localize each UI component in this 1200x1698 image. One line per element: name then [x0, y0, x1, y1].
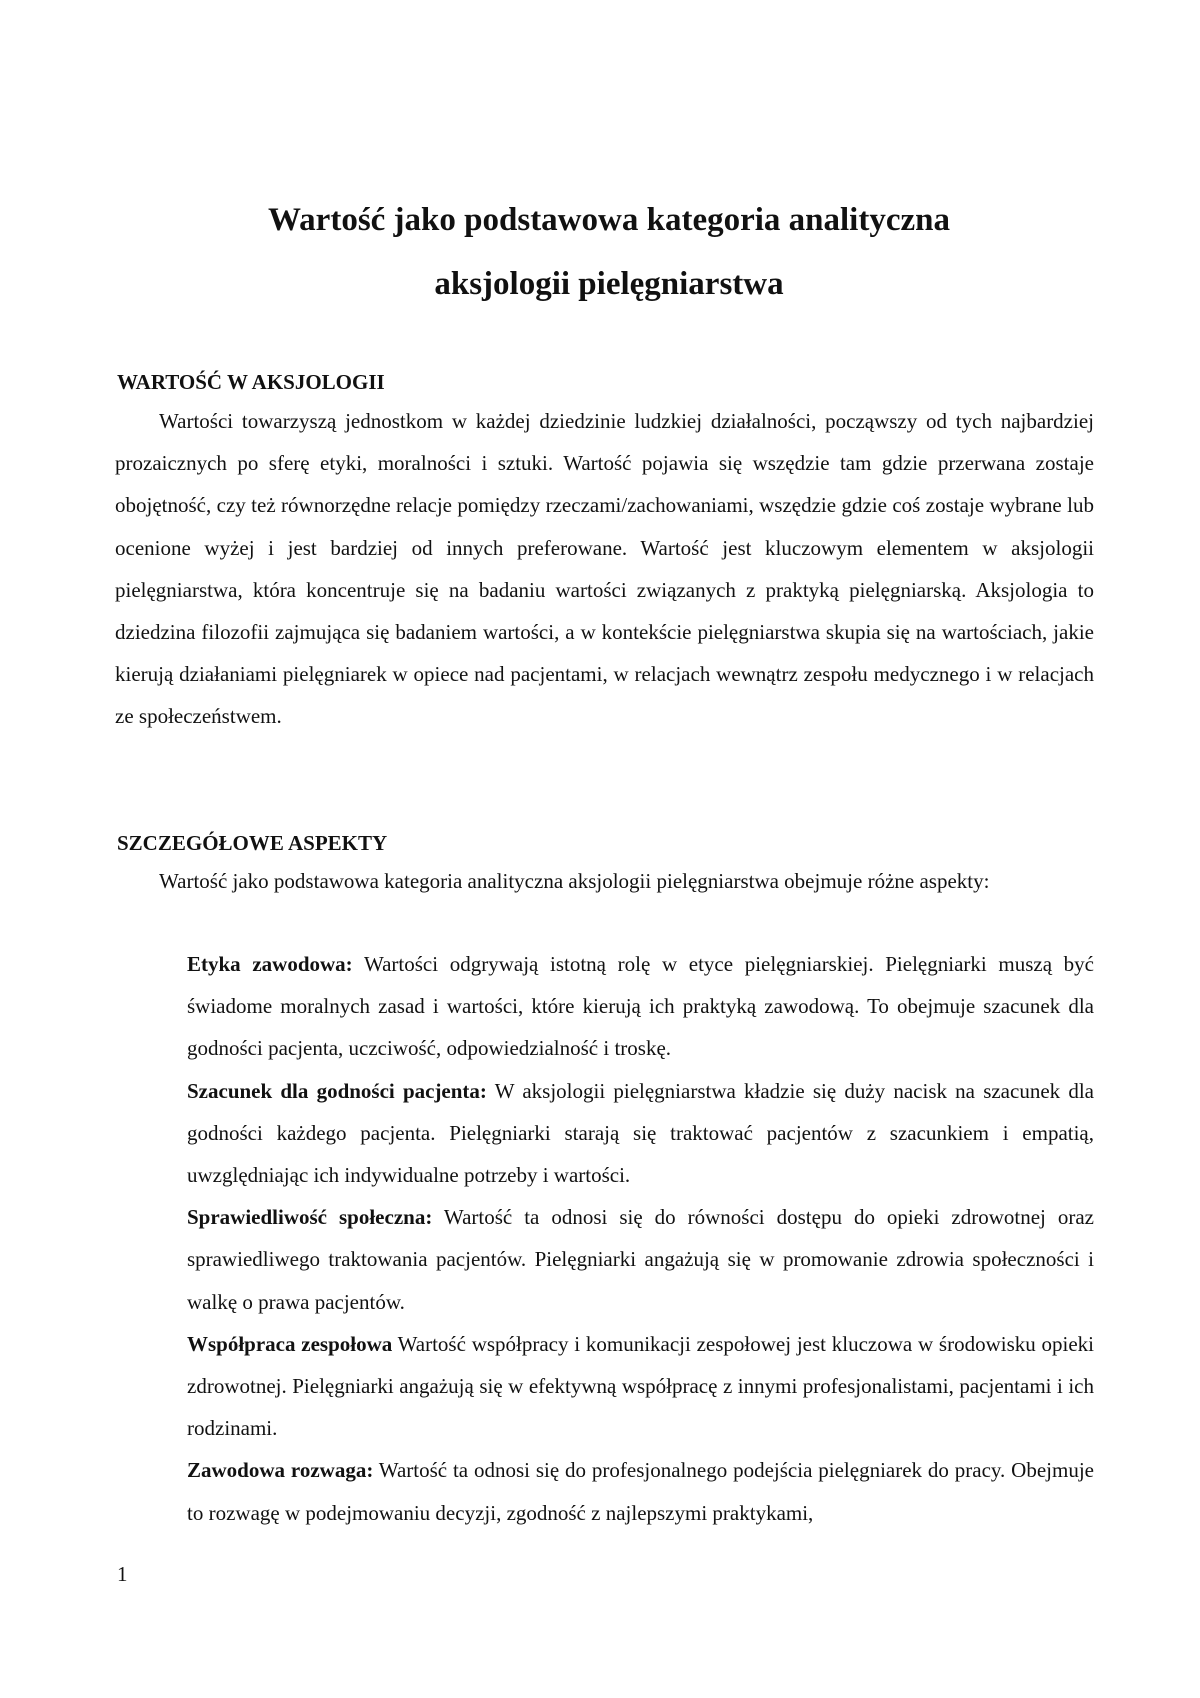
page-number: 1: [117, 1562, 128, 1586]
section-1-paragraph: Wartości towarzyszą jednostkom w każdej dziedzinie ludzkiej działalności, począwszy od tych najbardziej prozaicznych po sferę etyki, moralności i sztuki. Wartość pojawia się wszędzie tam gdzie przerwana zostaje obojętność, czy też równorzędne relacje pomiędzy rzeczami/zachowaniami, wszędzie gdzie coś zostaje wybrane lub ocenione wyżej i jest bardziej od innych preferowane. Wartość jest kluczowym elementem w aksjologii pielęgniarstwa, która koncentruje się na badaniu wartości związanych z praktyką pielęgniarską. Aksjologia to dziedzina filozofii zajmująca się badaniem wartości, a w kontekście pielęgniarstwa skupia się na wartościach, jakie kierują działaniami pielęgniarek w opiece nad pacjentami, w relacjach wewnątrz zespołu medycznego i w relacjach ze społeczeństwem.: [115, 409, 1094, 729]
aspect-item-etyka-zawodowa: [187, 943, 1094, 1070]
aspect-term: Szacunek dla godności pacjenta:: [187, 1078, 487, 1103]
aspect-item-wspolpraca-zespolowa: [187, 1323, 1094, 1450]
section-heading-szczegolowe-aspekty: SZCZEGÓŁOWE ASPEKTY: [117, 831, 388, 855]
aspect-term: Sprawiedliwość społeczna:: [187, 1205, 433, 1230]
section-heading-wartosc-w-aksjologii: WARTOŚĆ W AKSJOLOGII: [117, 370, 385, 394]
aspects-list: [187, 943, 1094, 1534]
section-2-intro-paragraph: Wartość jako podstawowa kategoria analityczna aksjologii pielęgniarstwa obejmuje różne aspekty:: [159, 869, 990, 893]
aspect-term: Współpraca zespołowa: [187, 1331, 393, 1356]
aspect-text: Wartość współpracy i komunikacji zespołowej jest kluczowa w środowisku opieki zdrowotnej. Pielęgniarki angażują się w efektywną współpracę z innymi profesjonalistami, pacjentami i ich rodzinami.: [187, 1331, 1095, 1441]
aspect-term: Etyka zawodowa:: [187, 952, 353, 976]
document-title-line-2: aksjologii pielęgniarstwa: [434, 266, 784, 302]
aspect-item-szacunek-dla-godnosci: [187, 1070, 1094, 1197]
aspect-text: Wartość ta odnosi się do równości dostępu do opieki zdrowotnej oraz sprawiedliwego traktowania pacjentów. Pielęgniarki angażują się w promowanie zdrowia społeczności i walkę o prawa pacjentów.: [187, 1205, 1094, 1314]
aspect-text: W aksjologii pielęgniarstwa kładzie się duży nacisk na szacunek dla godności każdego pacjenta. Pielęgniarki starają się traktować pacjentów z szacunkiem i empatią, uwzględniając ich indywidualne potrzeby i wartości.: [187, 1078, 1094, 1188]
aspect-text: Wartości odgrywają istotną rolę w etyce pielęgniarskiej. Pielęgniarki muszą być świadome moralnych zasad i wartości, które kierują ich praktyką zawodową. To obejmuje szacunek dla godności pacjenta, uczciwość, odpowiedzialność i troskę.: [187, 952, 1094, 1061]
aspect-text: Wartość ta odnosi się do profesjonalnego podejścia pielęgniarek do pracy. Obejmuje to rozwagę w podejmowaniu decyzji, zgodność z najlepszymi praktykami,: [187, 1458, 1094, 1525]
aspect-term: Zawodowa rozwaga:: [187, 1458, 374, 1483]
document-title-line-1: Wartość jako podstawowa kategoria analityczna: [268, 202, 950, 238]
aspect-item-sprawiedliwosc-spoleczna: [187, 1196, 1094, 1323]
aspect-item-zawodowa-rozwaga: [187, 1449, 1094, 1533]
